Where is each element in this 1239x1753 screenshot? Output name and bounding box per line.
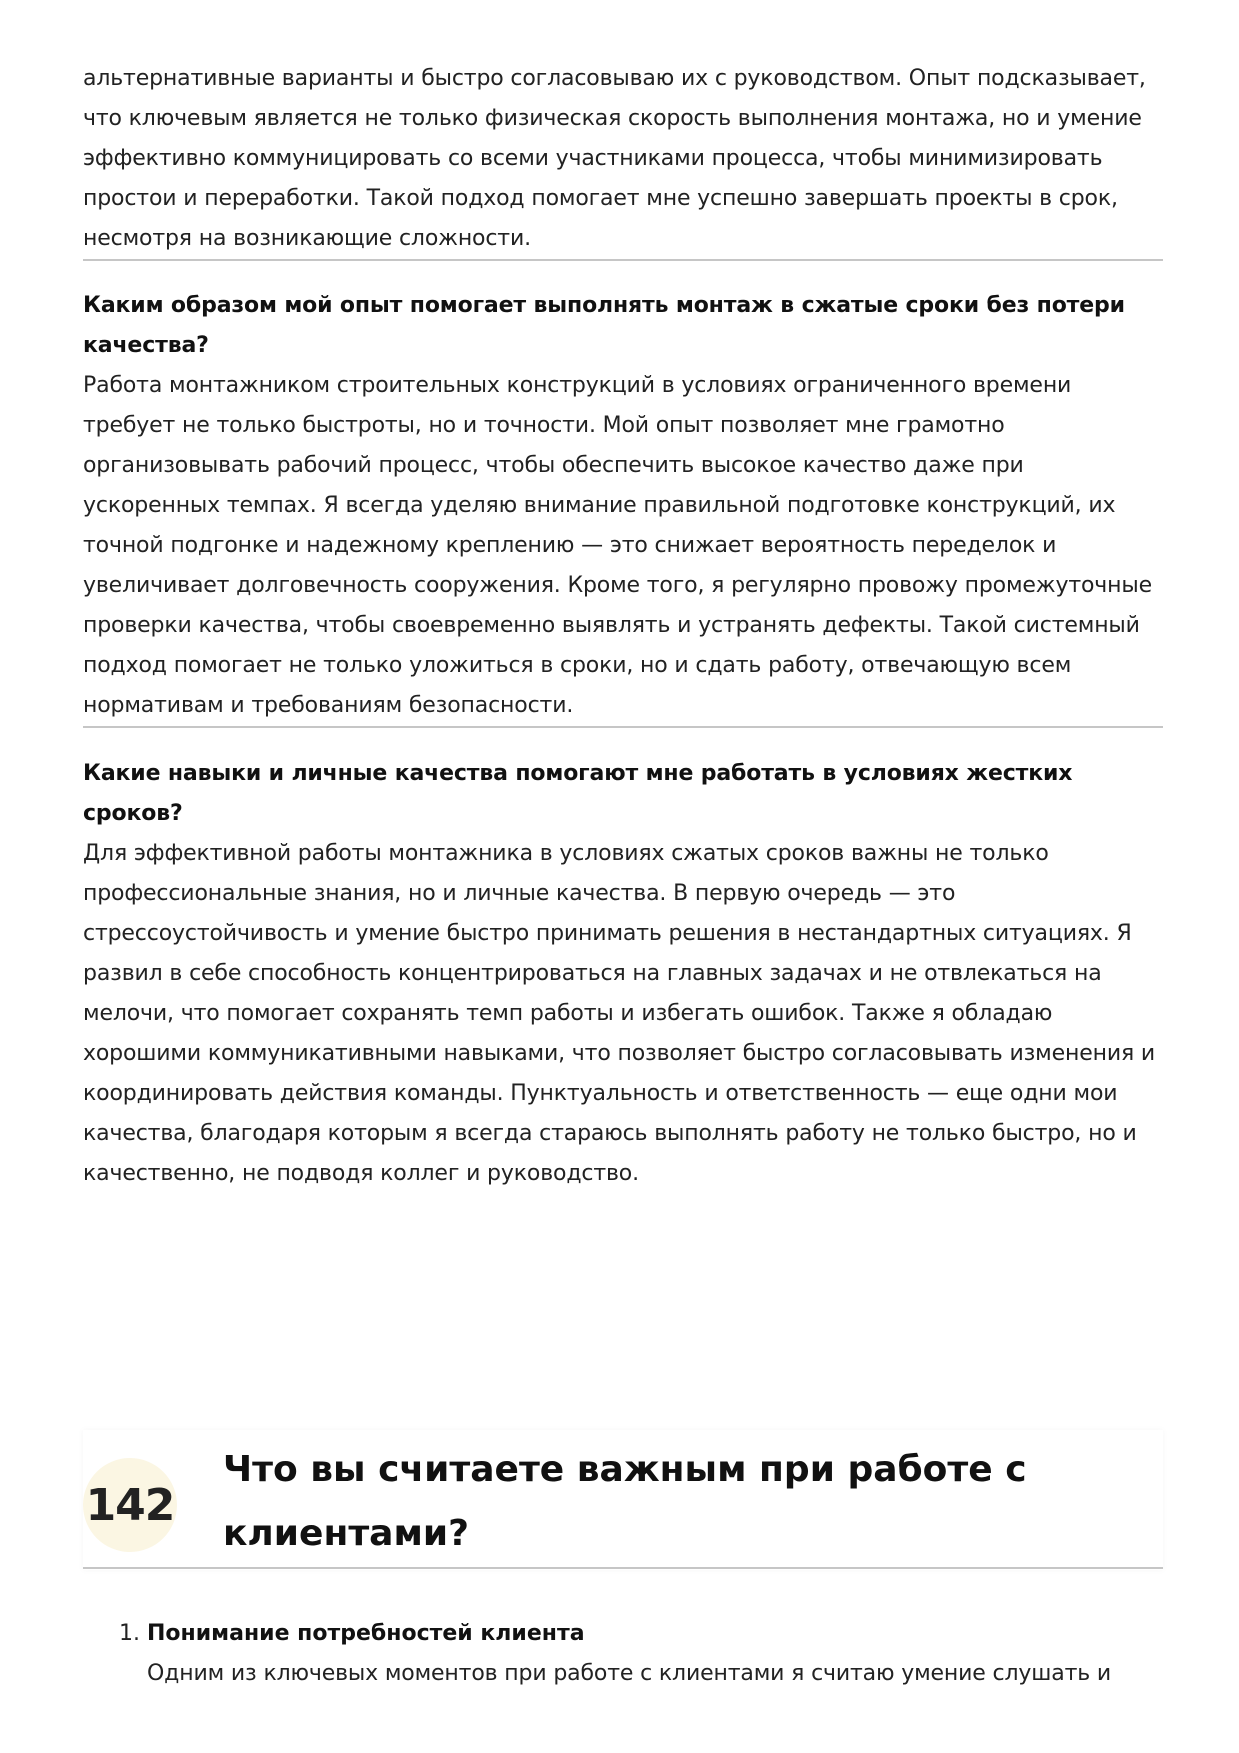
list-item-number: 1. (119, 1621, 140, 1646)
answer-paragraph: Для эффективной работы монтажника в условиях сжатых сроков важны не только профессиональные знания, но и личные качества. В первую очередь — это стрессоустойчивость и умение быстро принимать решения в нестандартных ситуациях. Я развил в себе способность концентрироваться на главных задачах и не отвлекаться на мелочи, что помогает сохранять темп работы и избегать ошибок. Также я обладаю хорошими коммуникативными навыками, что позволяет быстро согласовывать изменения и координировать действия команды. Пунктуальность и ответственность — еще одни мои качества, благодаря которым я всегда стараюсь выполнять работу не только быстро, но и качественно, не подводя коллег и руководство. (83, 841, 1156, 1186)
question-heading: Каким образом мой опыт помогает выполнять монтаж в сжатые сроки без потери качества? (83, 293, 1125, 358)
intro-paragraph: альтернативные варианты и быстро согласовываю их с руководством. Опыт подсказывает, что ключевым является не только физическая скорость выполнения монтажа, но и умение эффективно коммуницировать со всеми участниками процесса, чтобы минимизировать простои и переработки. Такой подход помогает мне успешно завершать проекты в срок, несмотря на возникающие сложности. (83, 66, 1146, 251)
document-page (83, 59, 1163, 1194)
chapter-divider (83, 1567, 1163, 1569)
chapter-header (83, 1430, 1163, 1570)
list-item-text: Одним из ключевых моментов при работе с клиентами я считаю умение слушать и (147, 1661, 1112, 1686)
list-item-title: Понимание потребностей клиента (147, 1621, 585, 1646)
chapter-number-badge: 142 (83, 1458, 177, 1552)
chapter-title: Что вы считаете важным при работе с клиентами? (223, 1449, 1027, 1554)
question-heading: Какие навыки и личные качества помогают мне работать в условиях жестких сроков? (83, 761, 1073, 826)
answer-paragraph: Работа монтажником строительных конструкций в условиях ограниченного времени требует не только быстроты, но и точности. Мой опыт позволяет мне грамотно организовывать рабочий процесс, чтобы обеспечить высокое качество даже при ускоренных темпах. Я всегда уделяю внимание правильной подготовке конструкций, их точной подгонке и надежному креплению — это снижает вероятность переделок и увеличивает долговечность сооружения. Кроме того, я регулярно провожу промежуточные проверки качества, чтобы своевременно выявлять и устранять дефекты. Такой системный подход помогает не только уложиться в сроки, но и сдать работу, отвечающую всем нормативам и требованиям безопасности. (83, 373, 1152, 718)
list-item (83, 1614, 1163, 1694)
section-divider (83, 726, 1163, 728)
section-divider (83, 259, 1163, 261)
numbered-list (83, 1614, 1163, 1694)
